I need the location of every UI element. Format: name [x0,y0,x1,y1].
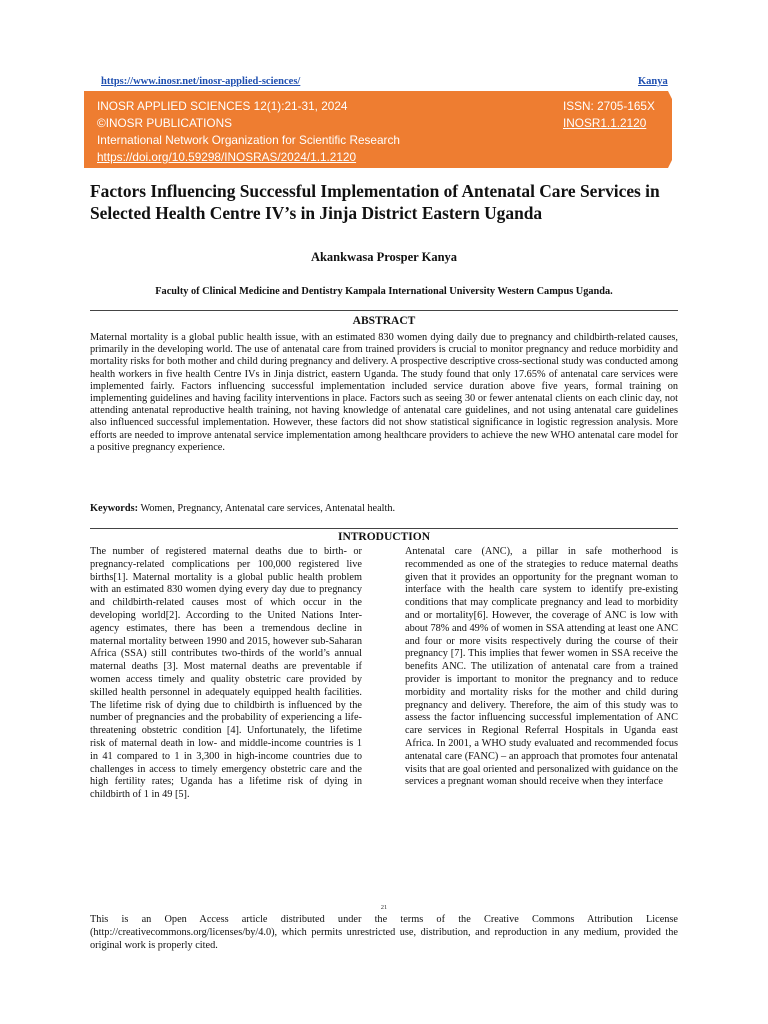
introduction-column-right: Antenatal care (ANC), a pillar in safe motherhood is recommended as one of the strategies to reduce maternal deaths given that it provides an opportunity for the pregnant woman to interface with the health care system to identify pre-existing conditions that may complicate pregnancy and lead to morbidity and or mortality[6]. However, the coverage of ANC is low with about 78% and 49% of women in SSA attending at least one ANC and four or more visits respectively during the course of their pregnancy [7]. This implies that fewer women in SSA receive the benefits ANC. The utilization of antenatal care from a trained provider is important to monitor the pregnancy and to reduce morbidity and mortality risks for the mother and child during pregnancy and delivery. Therefore, the aim of this study was to assess the factor influencing successful implementation of ANC care services in Regional Referral Hospitals in Uganda east Africa. In 2001, a WHO study evaluated and recommended focus antenatal care (FANC) – an approach that promotes four antenatal visits that are goal oriented and personalized with guidance on the services a pregnant woman should receive when they interface [405,546,678,788]
abstract-heading: ABSTRACT [352,315,416,327]
divider [90,310,678,311]
issn-label: ISSN: 2705-165X [563,99,655,113]
license-notice: This is an Open Access article distributed under the terms of the Creative Commons Attribution License (http://creativecommons.org/licenses/by/4.0), which permits unrestricted use, distribution, and reproduction in any medium, provided the original work is properly cited. [90,914,678,951]
journal-citation: INOSR APPLIED SCIENCES 12(1):21-31, 2024 [97,99,348,113]
publisher-name: ©INOSR PUBLICATIONS [97,116,232,130]
keywords [90,503,678,515]
abstract-text: Maternal mortality is a global public health issue, with an estimated 830 women dying daily due to pregnancy and childbirth-related causes, primarily in the developing world. The use of antenatal care from trained providers is crucial to monitor pregnancy and reduce morbidity and mortality risks for both mother and child during pregnancy and delivery. A prospective descriptive cross-sectional study was conducted among health workers in five health Centre IVs in Jinja district, eastern Uganda. The study found that only 17.65% of antenatal care services were implemented fairly. Factors influencing successful implementation included service duration above five years, formal training on implementing guidelines and having facility interventions in place. Factors such as seeing 30 or fewer antenatal clients on each clinic day, not attending antenatal reproductive health training, not having knowledge of antenatal care guidelines, and not using antenatal care guidelines also influenced successful implementation. However, these factors did not show statistical significance in logistic regression analysis. More efforts are needed to improve antenatal service implementation among healthcare providers to achieve the new WHO antenatal care model for a positive pregnancy experience. [90,332,678,453]
page-number: 21 [380,904,388,911]
author-affiliation: Faculty of Clinical Medicine and Dentistry Kampala International University Western Campus Uganda. [155,286,613,297]
keywords-label: Keywords: [90,503,139,514]
author-name: Akankwasa Prosper Kanya [310,250,458,264]
running-head-author: Kanya [638,76,668,87]
organization-name: International Network Organization for Scientific Research [97,133,400,147]
doi-link[interactable]: https://doi.org/10.59298/INOSRAS/2024/1.1.2120 [97,150,357,164]
divider [90,528,678,529]
journal-banner [84,91,672,168]
journal-url-link[interactable]: https://www.inosr.net/inosr-applied-sciences/ [101,76,301,87]
introduction-column-left: The number of registered maternal deaths due to birth- or pregnancy-related complications per 100,000 registered live births[1]. Maternal mortality is a global public health problem with an estimated 830 women dying every day due to pregnancy and childbirth-related causes most of which occur in the developing world[2]. According to the United Nations Inter-agency estimates, there has been a tremendous decline in maternal mortality between 1990 and 2015, however sub-Saharan Africa (SSA) still contributes two-thirds of the world’s annual maternal deaths [3]. Most maternal deaths are preventable if women access timely and quality obstetric care provided by skilled health personnel in adequately equipped health facilities. The lifetime risk of dying due to childbirth is influenced by the number of pregnancies and the probability of experiencing a life-threatening obstetric condition [4]. Unfortunately, the lifetime risk of maternal death in low- and middle-income countries is 1 in 41 compared to 1 in 3,300 in high-income countries due to challenges in access to timely emergency obstetric care and the high fertility rates; Uganda has a lifetime risk of dying in childbirth of 1 in 49 [5]. [90,546,362,801]
keywords-list: Women, Pregnancy, Antenatal care services, Antenatal health. [140,503,396,514]
paper-title: Factors Influencing Successful Implementation of Antenatal Care Services in Selected Health Centre IV’s in Jinja District Eastern Uganda [90,181,660,223]
article-code-link[interactable]: INOSR1.1.2120 [563,116,647,130]
introduction-heading: INTRODUCTION [337,531,430,543]
